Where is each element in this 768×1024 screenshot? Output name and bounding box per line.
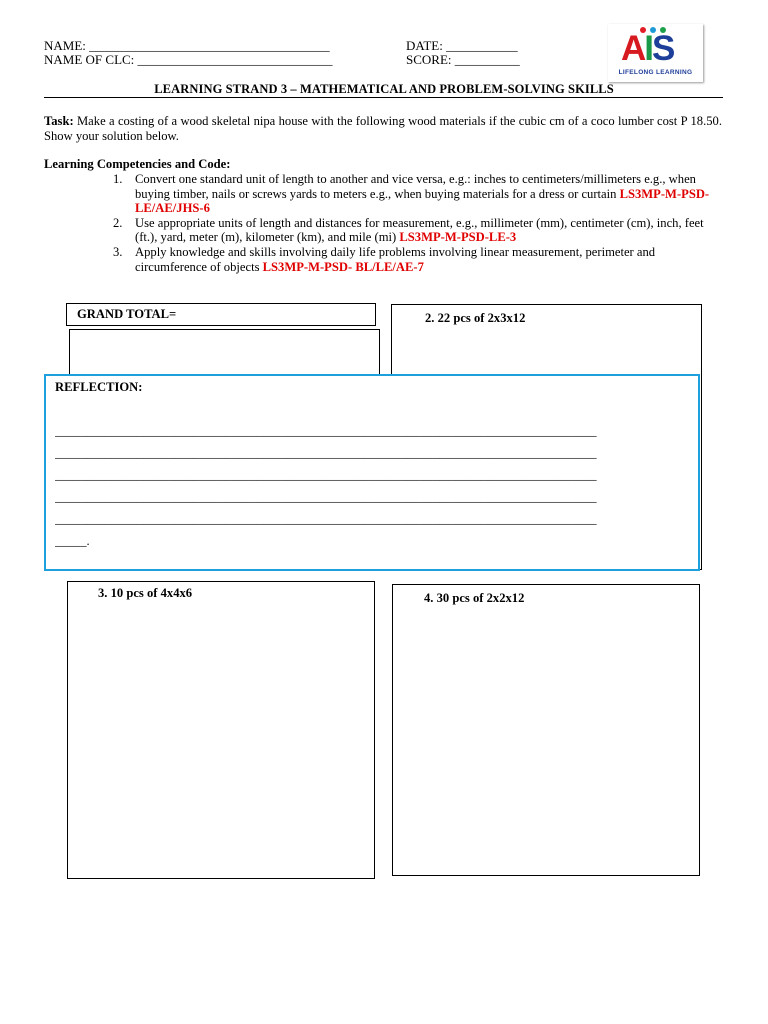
date-field[interactable] (406, 38, 518, 53)
name-label: NAME: (44, 38, 86, 53)
reflection-label: REFLECTION: (55, 380, 143, 394)
competency-code: LS3MP-M-PSD- BL/LE/AE-7 (262, 259, 424, 274)
strand-title: LEARNING STRAND 3 – MATHEMATICAL AND PROBLEM-SOLVING SKILLS (154, 82, 614, 96)
competency-code: LS3MP-M-PSD-LE/AE/JHS-6 (135, 186, 710, 216)
item-4-label: 4. 30 pcs of 2x2x12 (424, 591, 525, 605)
reflection-box[interactable] (44, 374, 700, 571)
grand-total-box[interactable] (66, 303, 376, 326)
name-field[interactable] (44, 38, 330, 53)
score-field[interactable] (406, 52, 520, 67)
competency-text: Apply knowledge and skills involving daily life problems involving linear measurement, perimeter and circumference of objects (135, 244, 656, 274)
competency-item (113, 216, 717, 245)
competencies-heading: Learning Competencies and Code: (44, 157, 231, 171)
competency-number: 3. (113, 244, 123, 259)
logo-tagline: LIFELONG LEARNING (618, 69, 693, 76)
clc-label: NAME OF CLC: (44, 52, 135, 67)
reflection-line[interactable]: ______________________________________________________________________________________ (55, 468, 597, 482)
competency-item (113, 172, 717, 216)
item-4-box[interactable] (392, 584, 700, 876)
title-divider (44, 97, 723, 98)
competency-code: LS3MP-M-PSD-LE-3 (399, 230, 517, 245)
competency-number: 2. (113, 215, 123, 230)
task-text: Make a costing of a wood skeletal nipa house with the following wood materials if the cubic cm of a coco lumber cost P 18.50. Show your solution below. (44, 114, 722, 143)
score-blank[interactable]: __________ (454, 52, 520, 67)
competencies-list (113, 172, 717, 274)
reflection-line-last[interactable]: _____. (55, 534, 90, 548)
reflection-line[interactable]: ______________________________________________________________________________________ (55, 446, 597, 460)
date-blank[interactable]: ___________ (446, 38, 518, 53)
grand-total-label: GRAND TOTAL= (77, 307, 177, 321)
task-paragraph (44, 114, 722, 143)
ais-logo (608, 24, 703, 82)
item-3-label: 3. 10 pcs of 4x4x6 (98, 586, 193, 600)
reflection-line[interactable]: ______________________________________________________________________________________ (55, 490, 597, 504)
logo-letters: AIS (621, 29, 674, 68)
competency-item (113, 245, 717, 274)
clc-blank[interactable]: ______________________________ (137, 52, 333, 67)
item-3-box[interactable] (67, 581, 375, 879)
task-label: Task: (44, 114, 74, 128)
reflection-line[interactable]: ______________________________________________________________________________________ (55, 424, 597, 438)
competency-number: 1. (113, 172, 123, 186)
score-label: SCORE: (406, 52, 452, 67)
reflection-line[interactable]: ______________________________________________________________________________________ (55, 512, 597, 526)
competency-text: Use appropriate units of length and distances for measurement, e.g., millimeter (mm), centimeter (cm), inch, feet (ft.), yard, meter (m), kilometer (km), and mile (mi) (135, 215, 704, 245)
competency-text: Convert one standard unit of length to another and vice versa, e.g.: inches to centimeters/millimeters e.g., when buying timber, nails or screws yards to meters e.g., when buying materials for a dress or curtain (135, 172, 696, 201)
item-2-label: 2. 22 pcs of 2x3x12 (425, 311, 526, 325)
reflection-lines[interactable] (55, 420, 691, 552)
date-label: DATE: (406, 38, 443, 53)
clc-field[interactable] (44, 52, 333, 67)
name-blank[interactable]: _____________________________________ (89, 38, 330, 53)
